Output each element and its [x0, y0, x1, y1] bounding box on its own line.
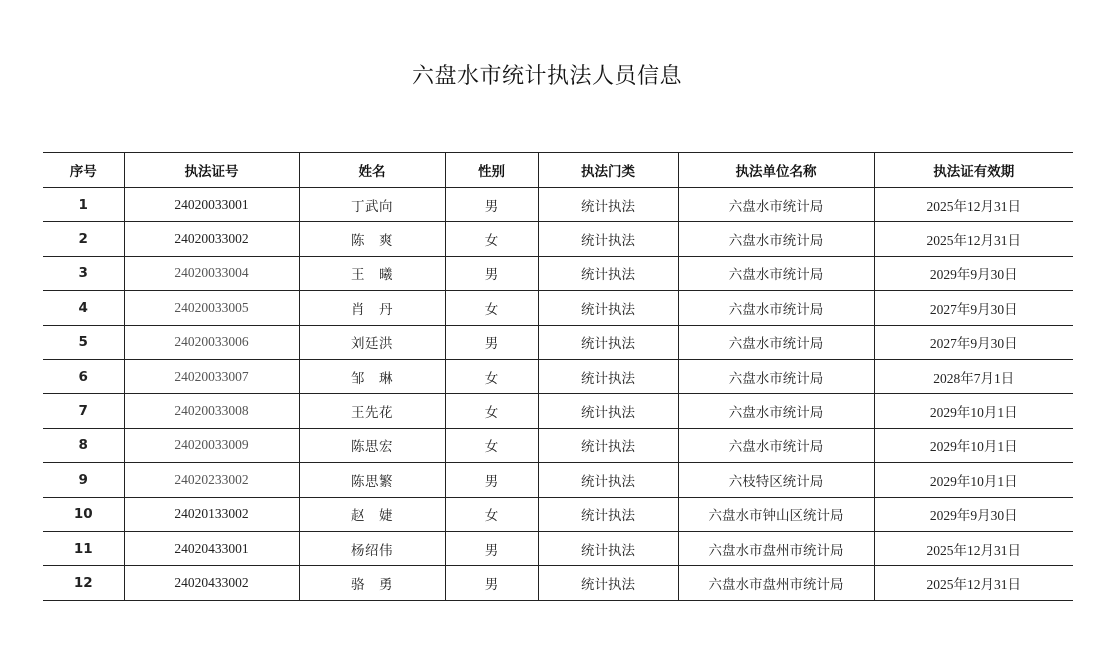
cell-seq: 12 — [43, 566, 124, 600]
cell-cert-no: 24020133002 — [124, 497, 299, 531]
cell-gender: 女 — [445, 428, 538, 462]
header-row — [43, 153, 1073, 188]
cell-category: 统计执法 — [538, 566, 678, 600]
cell-gender: 女 — [445, 222, 538, 256]
cell-cert-no: 24020033009 — [124, 428, 299, 462]
page-title: 六盘水市统计执法人员信息 — [411, 64, 682, 89]
table-row — [43, 188, 1073, 222]
header-expiry: 执法证有效期 — [874, 153, 1073, 188]
table-row — [43, 497, 1073, 531]
cell-category: 统计执法 — [538, 463, 678, 497]
cell-category: 统计执法 — [538, 222, 678, 256]
cell-seq: 8 — [43, 428, 124, 462]
cell-expiry: 2028年7月1日 — [874, 359, 1073, 393]
cell-unit: 六盘水市统计局 — [678, 359, 874, 393]
cell-unit: 六盘水市统计局 — [678, 325, 874, 359]
header-name: 姓名 — [299, 153, 445, 188]
cell-name: 丁武向 — [299, 188, 445, 222]
table-row — [43, 325, 1073, 359]
cell-name: 邹 琳 — [299, 359, 445, 393]
cell-cert-no: 24020033008 — [124, 394, 299, 428]
cell-cert-no: 24020033006 — [124, 325, 299, 359]
cell-expiry: 2027年9月30日 — [874, 291, 1073, 325]
cell-seq: 9 — [43, 463, 124, 497]
cell-unit: 六盘水市钟山区统计局 — [678, 497, 874, 531]
cell-expiry: 2029年9月30日 — [874, 497, 1073, 531]
cell-seq: 5 — [43, 325, 124, 359]
cell-expiry: 2027年9月30日 — [874, 325, 1073, 359]
cell-category: 统计执法 — [538, 256, 678, 290]
cell-seq: 6 — [43, 359, 124, 393]
cell-name: 骆 勇 — [299, 566, 445, 600]
cell-expiry: 2029年9月30日 — [874, 256, 1073, 290]
cell-cert-no: 24020033004 — [124, 256, 299, 290]
cell-name: 陈思繁 — [299, 463, 445, 497]
cell-unit: 六盘水市统计局 — [678, 291, 874, 325]
cell-cert-no: 24020033001 — [124, 188, 299, 222]
cell-name: 陈思宏 — [299, 428, 445, 462]
cell-gender: 男 — [445, 463, 538, 497]
cell-unit: 六枝特区统计局 — [678, 463, 874, 497]
cell-unit: 六盘水市盘州市统计局 — [678, 531, 874, 565]
cell-cert-no: 24020433002 — [124, 566, 299, 600]
table-header — [43, 153, 1073, 188]
cell-expiry: 2025年12月31日 — [874, 222, 1073, 256]
cell-seq: 7 — [43, 394, 124, 428]
header-cert-no: 执法证号 — [124, 153, 299, 188]
cell-category: 统计执法 — [538, 497, 678, 531]
cell-gender: 男 — [445, 256, 538, 290]
table-row — [43, 531, 1073, 565]
cell-unit: 六盘水市统计局 — [678, 222, 874, 256]
cell-category: 统计执法 — [538, 325, 678, 359]
cell-gender: 女 — [445, 497, 538, 531]
cell-name: 肖 丹 — [299, 291, 445, 325]
table-row — [43, 291, 1073, 325]
cell-name: 陈 爽 — [299, 222, 445, 256]
cell-name: 刘廷洪 — [299, 325, 445, 359]
cell-category: 统计执法 — [538, 188, 678, 222]
table-row — [43, 222, 1073, 256]
cell-category: 统计执法 — [538, 359, 678, 393]
cell-category: 统计执法 — [538, 531, 678, 565]
cell-name: 赵 婕 — [299, 497, 445, 531]
cell-cert-no: 24020433001 — [124, 531, 299, 565]
cell-cert-no: 24020033007 — [124, 359, 299, 393]
cell-category: 统计执法 — [538, 428, 678, 462]
cell-expiry: 2029年10月1日 — [874, 394, 1073, 428]
cell-gender: 男 — [445, 566, 538, 600]
cell-expiry: 2029年10月1日 — [874, 463, 1073, 497]
cell-gender: 女 — [445, 291, 538, 325]
table-row — [43, 359, 1073, 393]
table-row — [43, 394, 1073, 428]
cell-expiry: 2025年12月31日 — [874, 188, 1073, 222]
header-unit: 执法单位名称 — [678, 153, 874, 188]
table-row — [43, 428, 1073, 462]
cell-unit: 六盘水市统计局 — [678, 394, 874, 428]
cell-category: 统计执法 — [538, 291, 678, 325]
cell-category: 统计执法 — [538, 394, 678, 428]
cell-seq: 2 — [43, 222, 124, 256]
cell-unit: 六盘水市盘州市统计局 — [678, 566, 874, 600]
cell-gender: 女 — [445, 359, 538, 393]
table-row — [43, 256, 1073, 290]
cell-name: 王先花 — [299, 394, 445, 428]
header-category: 执法门类 — [538, 153, 678, 188]
table-body — [43, 188, 1073, 601]
cell-expiry: 2025年12月31日 — [874, 531, 1073, 565]
cell-cert-no: 24020233002 — [124, 463, 299, 497]
cell-name: 王 曦 — [299, 256, 445, 290]
cell-expiry: 2029年10月1日 — [874, 428, 1073, 462]
cell-cert-no: 24020033002 — [124, 222, 299, 256]
cell-seq: 10 — [43, 497, 124, 531]
cell-unit: 六盘水市统计局 — [678, 428, 874, 462]
header-seq: 序号 — [43, 153, 124, 188]
cell-seq: 3 — [43, 256, 124, 290]
cell-gender: 男 — [445, 188, 538, 222]
personnel-table — [43, 152, 1073, 601]
cell-expiry: 2025年12月31日 — [874, 566, 1073, 600]
cell-unit: 六盘水市统计局 — [678, 256, 874, 290]
cell-seq: 1 — [43, 188, 124, 222]
cell-gender: 女 — [445, 394, 538, 428]
cell-unit: 六盘水市统计局 — [678, 188, 874, 222]
cell-seq: 4 — [43, 291, 124, 325]
cell-gender: 男 — [445, 325, 538, 359]
table-row — [43, 463, 1073, 497]
table-row — [43, 566, 1073, 600]
cell-gender: 男 — [445, 531, 538, 565]
cell-name: 杨绍伟 — [299, 531, 445, 565]
cell-seq: 11 — [43, 531, 124, 565]
header-gender: 性别 — [445, 153, 538, 188]
cell-cert-no: 24020033005 — [124, 291, 299, 325]
